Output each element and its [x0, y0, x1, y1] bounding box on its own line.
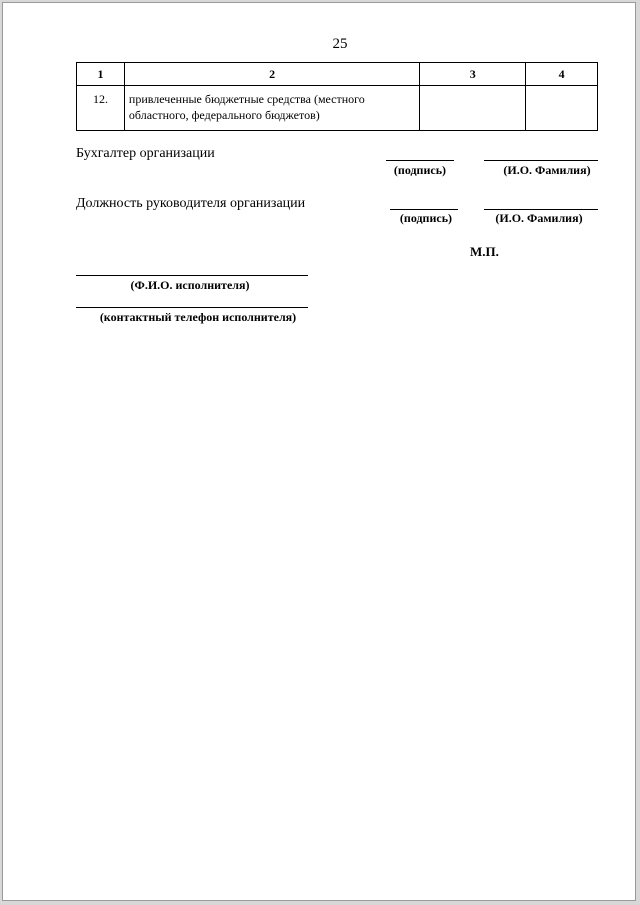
- row-description: [124, 86, 419, 131]
- executor-phone-line: [76, 307, 308, 308]
- document-page: [2, 2, 636, 901]
- executor-name-line: [76, 275, 308, 276]
- column-header-1: 1: [77, 63, 125, 86]
- row-value-col4: [526, 86, 598, 131]
- table-header-row: [77, 63, 598, 86]
- column-header-4: 4: [526, 63, 598, 86]
- row-number: 12.: [77, 86, 125, 131]
- executor-name-caption: (Ф.И.О. исполнителя): [130, 278, 250, 292]
- executor-phone-caption: (контактный телефон исполнителя): [99, 310, 297, 324]
- head-name-caption: (И.О. Фамилия): [495, 211, 583, 225]
- accountant-name-line: [484, 160, 598, 161]
- head-signature-line: [390, 209, 458, 210]
- column-header-2: 2: [124, 63, 419, 86]
- accountant-name-caption: (И.О. Фамилия): [503, 163, 591, 177]
- page-number: 25: [332, 36, 348, 52]
- accountant-label: Бухгалтер организации: [76, 146, 215, 161]
- data-table: [76, 62, 598, 131]
- stamp-place-label: М.П.: [470, 244, 499, 259]
- row-description-line-2: областного, федерального бюджетов): [128, 108, 320, 122]
- column-header-3: 3: [420, 63, 526, 86]
- row-value-col3: [420, 86, 526, 131]
- row-description-line-1: привлеченные бюджетные средства (местного: [128, 92, 365, 106]
- table-row: [77, 86, 598, 131]
- accountant-signature-caption: (подпись): [393, 163, 447, 177]
- accountant-signature-line: [386, 160, 454, 161]
- head-name-line: [484, 209, 598, 210]
- head-signature-caption: (подпись): [399, 211, 453, 225]
- head-position-label: Должность руководителя организации: [76, 196, 306, 211]
